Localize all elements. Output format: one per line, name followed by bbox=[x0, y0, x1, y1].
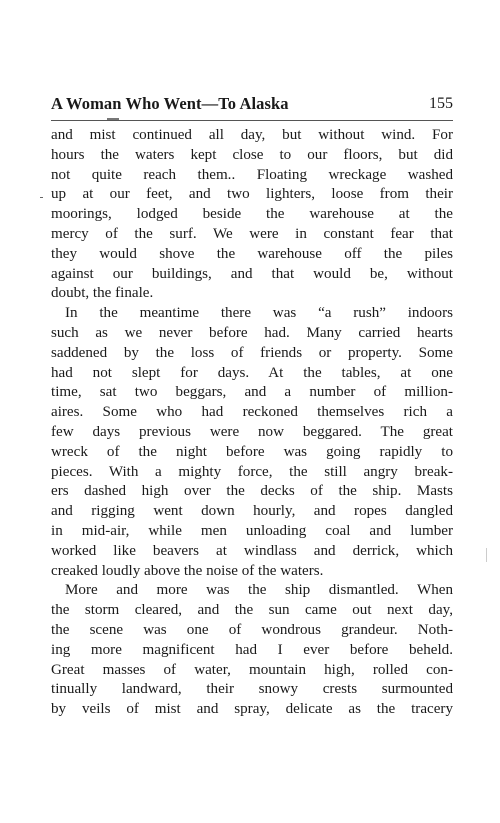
text-line: in mid-air, while men unloading coal and lumber bbox=[51, 522, 453, 539]
header-rule bbox=[51, 120, 453, 121]
text-line: the scene was one of wondrous grandeur. Noth- bbox=[51, 621, 453, 638]
text-line: worked like beavers at windlass and derrick, which bbox=[51, 542, 453, 559]
text-line: aires. Some who had reckoned themselves rich a bbox=[51, 404, 453, 421]
text-line: such as we never before had. Many carried hearts bbox=[51, 324, 453, 341]
text-line: had not slept for days. At the tables, at one bbox=[51, 364, 453, 381]
page-number: 155 bbox=[429, 95, 453, 112]
text-line: ers dashed high over the decks of the ship. Masts bbox=[51, 483, 453, 500]
text-line: tinually landward, their snowy crests surmounted bbox=[51, 681, 453, 698]
text-line: they would shove the warehouse off the piles bbox=[51, 245, 453, 262]
text-line: and mist continued all day, but without wind. For bbox=[51, 127, 453, 143]
text-line-paragraph-start: More and more was the ship dismantled. When bbox=[65, 582, 453, 599]
text-line: and rigging went down hourly, and ropes dangled bbox=[51, 503, 453, 520]
text-line: Great masses of water, mountain high, rolled con- bbox=[51, 661, 453, 678]
text-line-paragraph-end: creaked loudly above the noise of the waters. bbox=[51, 562, 324, 579]
text-line-paragraph-end: doubt, the finale. bbox=[51, 285, 154, 302]
margin-mark bbox=[40, 197, 43, 198]
body-text bbox=[51, 126, 453, 720]
text-line-paragraph-start: In the meantime there was “a rush” indoors bbox=[65, 305, 453, 322]
text-line: pieces. With a mighty force, the still angry break- bbox=[51, 463, 453, 480]
text-line: the storm cleared, and the sun came out next day, bbox=[51, 602, 453, 619]
text-line: ing more magnificent had I ever before beheld. bbox=[51, 641, 453, 658]
running-title: A Woman Who Went—To Alaska bbox=[51, 94, 289, 113]
text-line: mercy of the surf. We were in constant fear that bbox=[51, 225, 453, 242]
text-line: time, sat two beggars, and a number of million- bbox=[51, 384, 453, 401]
text-line: saddened by the loss of friends or property. Some bbox=[51, 344, 453, 361]
text-line: wreck of the night before was going rapidly to bbox=[51, 443, 453, 460]
running-head bbox=[51, 94, 453, 116]
text-line: against our buildings, and that would be, without bbox=[51, 265, 453, 282]
rule-blemish bbox=[107, 118, 119, 120]
edge-mark bbox=[486, 548, 487, 562]
text-line: not quite reach them.. Floating wreckage washed bbox=[51, 166, 453, 183]
text-line: hours the waters kept close to our floors, but did bbox=[51, 146, 453, 163]
text-line: few days previous were now beggared. The great bbox=[51, 423, 453, 440]
text-line: up at our feet, and two lighters, loose from their bbox=[51, 186, 453, 203]
text-line: moorings, lodged beside the warehouse at the bbox=[51, 206, 453, 223]
text-line: by veils of mist and spray, delicate as the tracery bbox=[51, 701, 453, 718]
